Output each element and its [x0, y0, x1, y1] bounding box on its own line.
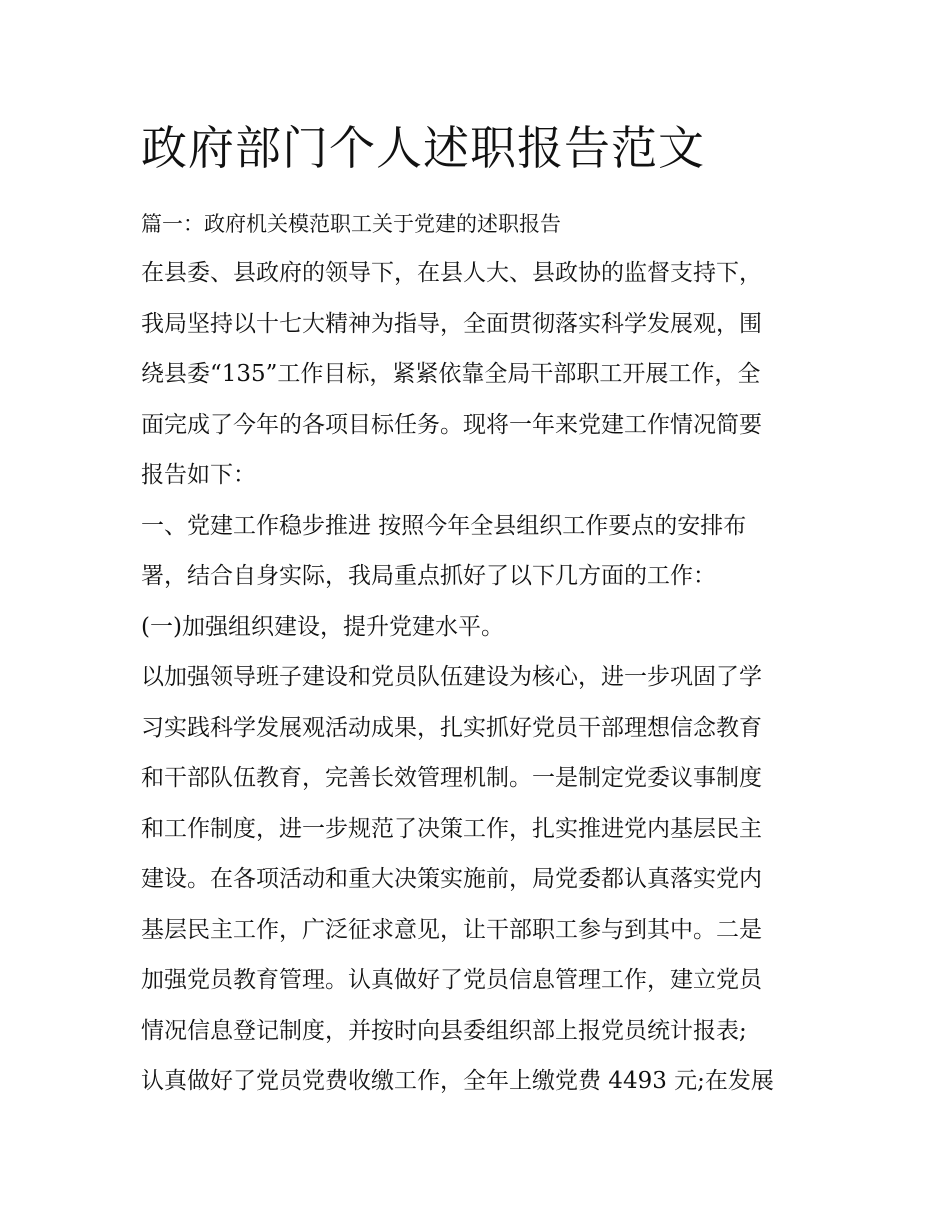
text-line: 和工作制度，进一步规范了决策工作，扎实推进党内基层民主 — [141, 815, 762, 842]
subsection-heading-line: (一)加强组织建设，提升党建水平。 — [141, 613, 504, 640]
text-line: 情况信息登记制度，并按时向县委组织部上报党员统计报表; — [141, 1017, 747, 1044]
text-line: 面完成了今年的各项目标任务。现将一年来党建工作情况简要 — [141, 411, 762, 438]
text-line: 认真做好了党员党费收缴工作，全年上缴党费 4493 元;在发展 — [141, 1068, 774, 1094]
document-body — [141, 118, 831, 1107]
document-subtitle: 篇一：政府机关模范职工关于党建的述职报告 — [141, 212, 561, 236]
text-line: 在县委、县政府的领导下，在县人大、县政协的监督支持下， — [141, 260, 762, 286]
text-line: 署，结合自身实际，我局重点抓好了以下几方面的工作： — [141, 563, 716, 589]
text-line: 加强党员教育管理。认真做好了党员信息管理工作，建立党员 — [141, 967, 762, 993]
text-line: 绕县委“135”工作目标，紧紧依靠全局干部职工开展工作，全 — [141, 361, 761, 387]
text-line: 以加强领导班子建设和党员队伍建设为核心，进一步巩固了学 — [141, 664, 762, 690]
text-line: 报告如下： — [141, 462, 256, 488]
text-line: 基层民主工作，广泛征求意见，让干部职工参与到其中。二是 — [141, 916, 762, 943]
document-title: 政府部门个人述职报告范文 — [141, 121, 705, 175]
paragraph-block — [141, 248, 831, 1107]
text-line: 我局坚持以十七大精神为指导，全面贯彻落实科学发展观，围 — [141, 310, 762, 337]
text-line: 建设。在各项活动和重大决策实施前，局党委都认真落实党内 — [141, 866, 762, 892]
section-heading-line: 一、党建工作稳步推进 按照今年全县组织工作要点的安排布 — [141, 512, 747, 539]
text-line: 习实践科学发展观活动成果，扎实抓好党员干部理想信念教育 — [141, 714, 762, 741]
text-line: 和干部队伍教育，完善长效管理机制。一是制定党委议事制度 — [141, 765, 762, 791]
